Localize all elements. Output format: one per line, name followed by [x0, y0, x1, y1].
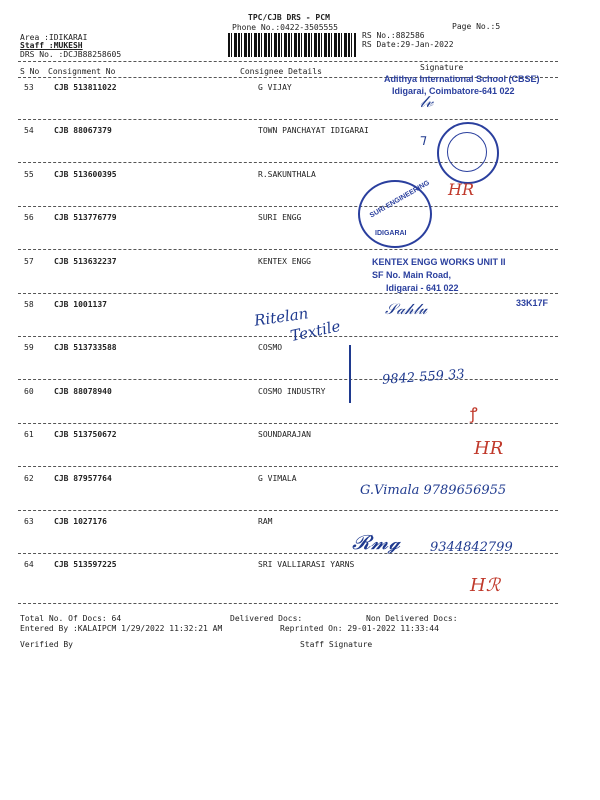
row-consignment-number: CJB 1001137: [54, 300, 107, 309]
row-consignment-number: CJB 87957764: [54, 474, 112, 483]
rs-date: RS Date:29-Jan-2022: [362, 40, 454, 49]
page-title: TPC/CJB DRS - PCM: [248, 13, 330, 22]
row-consignment-number: CJB 513600395: [54, 170, 117, 179]
row-sno: 60: [24, 387, 34, 396]
row-consignee: RAM: [258, 517, 273, 526]
handwritten-phone-63: 9344842799: [430, 540, 513, 555]
signature-scribble: 𝒮𝒶𝒽𝓁𝓊: [385, 300, 427, 318]
row-consignment-number: CJB 513597225: [54, 560, 117, 569]
header-divider: [18, 61, 558, 62]
kentex-stamp-line2: SF No. Main Road,: [372, 270, 452, 280]
bracket-line: [349, 345, 351, 403]
red-mark: ꝭ: [470, 404, 478, 423]
drs-number: DRS No. :DCJB88258605: [20, 50, 122, 59]
row-divider: [18, 466, 558, 467]
row-sno: 63: [24, 517, 34, 526]
row-consignment-number: CJB 513776779: [54, 213, 117, 222]
row-divider: [18, 249, 558, 250]
kentex-stamp-code: 33K17F: [516, 298, 549, 308]
verified-by: Verified By: [20, 640, 73, 649]
hr-initials: HR: [448, 180, 474, 199]
row-consignee: KENTEX ENGG: [258, 257, 311, 266]
handwritten-phone-59: 9842 559 33: [381, 367, 466, 388]
entered-by: Entered By :KALAIPCM 1/29/2022 11:32:21 AM: [20, 624, 223, 633]
row-consignee: SURI ENGG: [258, 213, 302, 222]
phone-number: Phone No.:0422-3505555: [232, 23, 338, 32]
panchayat-inner-seal: [447, 132, 487, 172]
row-consignee: TOWN PANCHAYAT IDIGARAI: [258, 126, 369, 135]
row-divider: [18, 379, 558, 380]
handwritten-textile: Textile: [288, 316, 343, 346]
handwritten-ritelan: Ritelan: [253, 304, 310, 330]
column-sno: S No: [20, 67, 40, 76]
row-consignment-number: CJB 513811022: [54, 83, 117, 92]
kentex-stamp-line1: KENTEX ENGG WORKS UNIT II: [372, 257, 506, 267]
row-consignment-number: CJB 513750672: [54, 430, 117, 439]
barcode-image: [228, 33, 356, 57]
row-divider: [18, 206, 558, 207]
row-consignee: COSMO: [258, 343, 283, 352]
row-divider: [18, 510, 558, 511]
school-stamp-line2: Idigarai, Coimbatore-641 022: [392, 86, 515, 96]
suri-stamp-text: SURI ENGINEERING: [368, 179, 431, 220]
signature-scribble: 𝓁𝓋: [420, 92, 434, 111]
row-sno: 56: [24, 213, 34, 222]
row-consignee: R.SAKUNTHALA: [258, 170, 316, 179]
row-consignment-number: CJB 88067379: [54, 126, 112, 135]
rs-number: RS No.:882586: [362, 31, 425, 40]
row-sno: 64: [24, 560, 34, 569]
row-consignee: COSMO INDUSTRY: [258, 387, 326, 396]
row-sno: 59: [24, 343, 34, 352]
row-consignment-number: CJB 1027176: [54, 517, 107, 526]
suri-stamp-bottom: IDIGARAI: [375, 230, 407, 237]
row-sno: 55: [24, 170, 34, 179]
signature-scribble: ᒣ: [418, 134, 426, 148]
kentex-stamp-line3: Idigarai - 641 022: [386, 283, 459, 293]
footer-divider: [18, 603, 558, 604]
row-consignee: G VIJAY: [258, 83, 292, 92]
row-sno: 53: [24, 83, 34, 92]
signature-scribble: 𝓡𝓶𝓰: [352, 530, 401, 554]
row-sno: 54: [24, 126, 34, 135]
reprinted-on: Reprinted On: 29-01-2022 11:33:44: [280, 624, 439, 633]
total-docs: Total No. Of Docs: 64: [20, 614, 122, 623]
school-stamp-line1: Adithya International School (CBSE): [384, 74, 540, 84]
area-label: Area :IDIKARAI: [20, 33, 88, 42]
hr-initials: Hℛ: [470, 575, 501, 596]
row-divider: [18, 293, 558, 294]
row-divider: [18, 336, 558, 337]
handwritten-vimala: G.Vimala 9789656955: [360, 483, 507, 498]
row-divider: [18, 119, 558, 120]
row-consignee: SRI VALLIARASI YARNS: [258, 560, 355, 569]
column-signature: Signature: [420, 63, 464, 72]
row-consignment-number: CJB 513632237: [54, 257, 117, 266]
row-consignee: SOUNDARAJAN: [258, 430, 311, 439]
delivered-docs: Delivered Docs:: [230, 614, 303, 623]
row-consignment-number: CJB 88078940: [54, 387, 112, 396]
row-sno: 61: [24, 430, 34, 439]
row-sno: 57: [24, 257, 34, 266]
staff-label: Staff :MUKESH: [20, 41, 83, 50]
row-consignment-number: CJB 513733588: [54, 343, 117, 352]
column-consignee: Consignee Details: [240, 67, 322, 76]
row-consignee: G VIMALA: [258, 474, 297, 483]
row-sno: 58: [24, 300, 34, 309]
non-delivered-docs: Non Delivered Docs:: [366, 614, 458, 623]
column-consignment: Consignment No: [48, 67, 116, 76]
staff-signature: Staff Signature: [300, 640, 373, 649]
page-number: Page No.:5: [452, 22, 501, 31]
row-sno: 62: [24, 474, 34, 483]
hr-initials: HR: [474, 438, 504, 459]
